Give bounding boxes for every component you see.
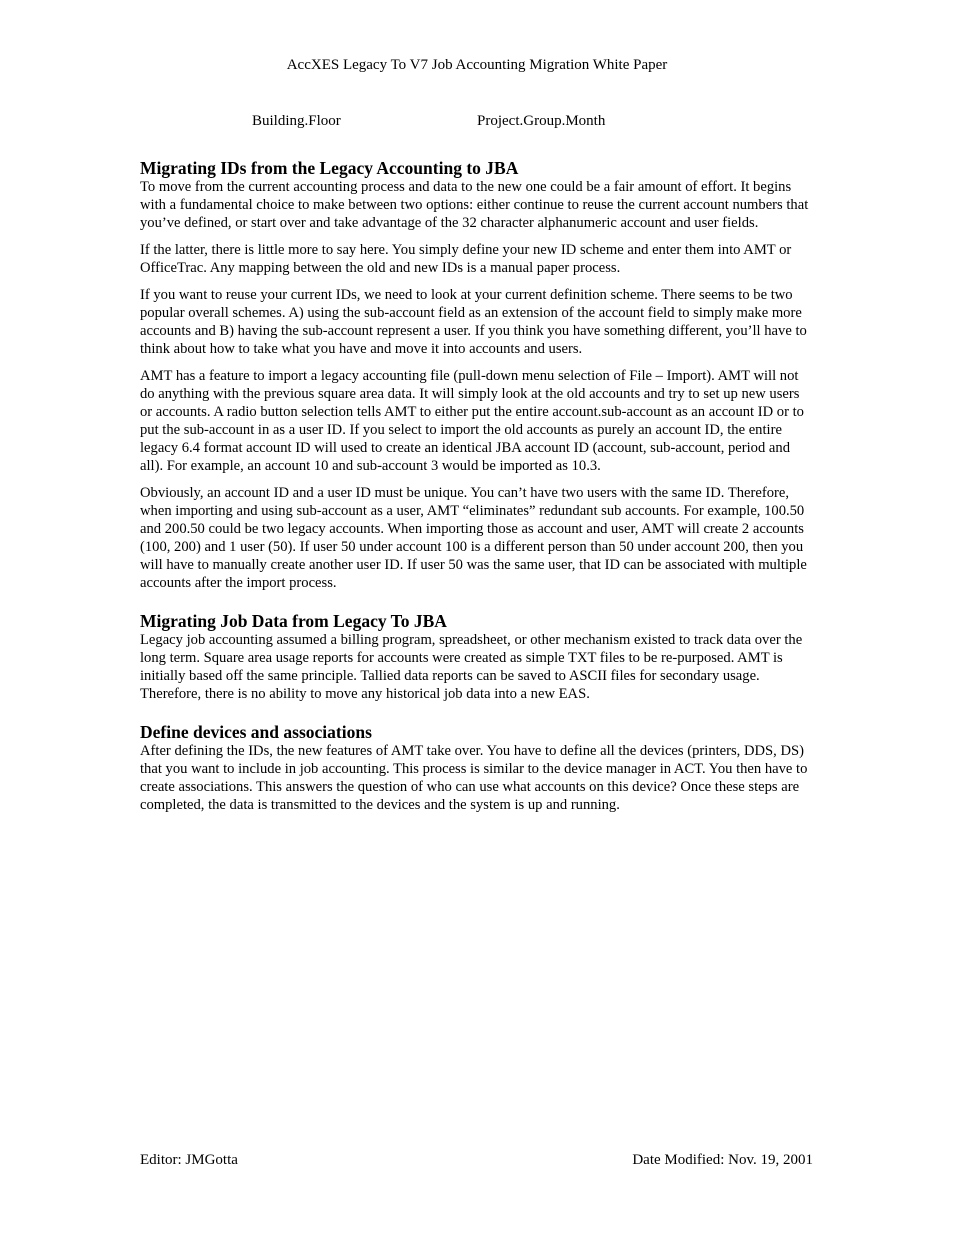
paragraph: Legacy job accounting assumed a billing program, spreadsheet, or other mechanism existed to track data over the long term. Square area usage reports for accounts were created as simple TXT files to be re-purposed. AMT is initially based off the same principle. Tallied data reports can be saved to ASCII files for secondary usage. Therefore, there is no ability to move any historical job data into a new EAS. xyxy=(140,632,803,702)
page-header xyxy=(0,56,954,74)
paragraph: AMT has a feature to import a legacy accounting file (pull-down menu selection of File – Import). AMT will not do anything with the previous square area data. It will simply look at the old accounts and try to set up new users or accounts. A radio button selection tells AMT to either put the entire account.sub-account as an account ID or to put the sub-account in as a user ID. If you select to import the old accounts as purely an account ID, the entire legacy 6.4 format account ID will used to create an identical JBA account ID (account, sub-account, period and all). For example, an account 10 and sub-account 3 would be imported as 10.3. xyxy=(140,368,804,474)
document-title: AccXES Legacy To V7 Job Accounting Migration White Paper xyxy=(286,57,668,73)
footer-editor: Editor: JMGotta xyxy=(140,1152,238,1168)
section-heading: Define devices and associations xyxy=(140,722,372,742)
id-format-examples xyxy=(0,112,954,130)
paragraph: Obviously, an account ID and a user ID must be unique. You can’t have two users with the same ID. Therefore, when importing and using sub-account as a user, AMT “eliminates” redundant sub accounts. For example, 100.50 and 200.50 could be two legacy accounts. When importing those as account and user, AMT will create 2 accounts (100, 200) and 1 user (50). If user 50 under account 100 is a different person than 50 under account 200, then you will have to manually create another user ID. If user 50 was the same user, that ID can be associated with multiple accounts after the import process. xyxy=(140,485,807,591)
document-body xyxy=(140,158,814,814)
section-migrating-ids xyxy=(140,158,814,592)
paragraph: After defining the IDs, the new features of AMT take over. You have to define all the devices (printers, DDS, DS) that you want to include in job accounting. This process is similar to the device manager in ACT. You then have to create associations. This answers the question of who can use what accounts on this device? Once these steps are completed, the data is transmitted to the devices and the system is up and running. xyxy=(140,743,808,813)
page-footer xyxy=(140,1151,813,1169)
id-format-left: Building.Floor xyxy=(252,113,341,129)
section-heading: Migrating Job Data from Legacy To JBA xyxy=(140,611,447,631)
footer-date-modified: Date Modified: Nov. 19, 2001 xyxy=(632,1152,813,1168)
section-define-devices xyxy=(140,722,814,814)
paragraph: To move from the current accounting process and data to the new one could be a fair amount of effort. It begins with a fundamental choice to make between two options: either continue to reuse the current account numbers that you’ve defined, or start over and take advantage of the 32 character alphanumeric account and user fields. xyxy=(140,179,809,231)
id-format-right: Project.Group.Month xyxy=(477,113,606,129)
paragraph: If the latter, there is little more to say here. You simply define your new ID scheme and enter them into AMT or OfficeTrac. Any mapping between the old and new IDs is a manual paper process. xyxy=(140,242,792,276)
paragraph: If you want to reuse your current IDs, we need to look at your current definition scheme. There seems to be two popular overall schemes. A) using the sub-account field as an extension of the account field to simply make more accounts and B) having the sub-account represent a user. If you think you have something different, you’ll have to think about how to take what you have and move it into accounts and users. xyxy=(140,287,807,357)
section-migrating-job-data xyxy=(140,611,814,703)
section-heading: Migrating IDs from the Legacy Accounting to JBA xyxy=(140,158,519,178)
